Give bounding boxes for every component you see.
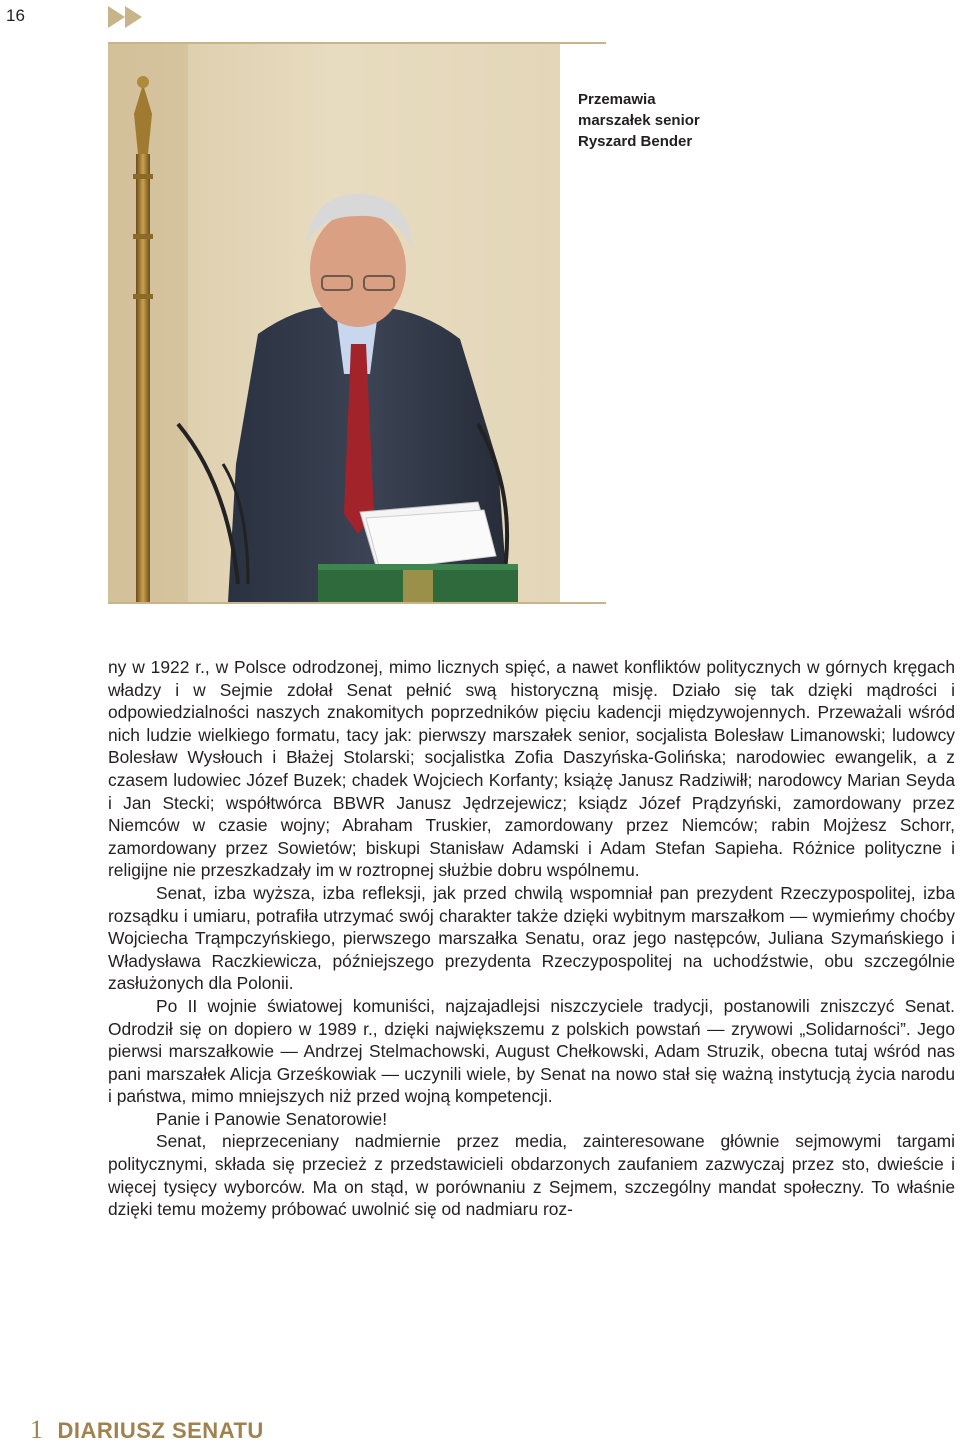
caption-line: Przemawia — [578, 91, 656, 108]
caption-line: Ryszard Bender — [578, 133, 693, 150]
paragraph: Panie i Panowie Senatorowie! — [156, 1108, 388, 1129]
caption-line: marszałek senior — [578, 112, 700, 129]
paragraph: ny w 1922 r., w Polsce odrodzonej, mimo licznych spięć, a nawet konfliktów politycznych w górnych kręgach władzy i w Sejmie zdołał Senat pełnić swą historyczną misję. Działo się tak dzięki mądrości i odpowiedzialności naszych znakomitych poprzedników pięciu kadencji międzywojennych. Przeważali wśród nich ludzie wielkiego formatu, tacy jak: pierwszy marszałek senior, socjalista Bolesław Limanowski; ludowcy Bolesław Wysłouch i Błażej Stolarski; socjalistka Zofia Daszyńska-Golińska; narodowiec ewangelik, a z czasem ludowiec Józef Buzek; chadek Wojciech Korfanty; książę Janusz Radziwiłł; narodowcy Marian Seyda i Jan Stecki; współtwórca BBWR Janusz Jędrzejewicz; ksiądz Józef Prądzyński, zamordowany przez Niemców w czasie wojny; Abraham Truskier, zamordowany przez Niemców; rabin Mojżesz Schorr, zamordowany przez Sowietów; biskupi Stanisław Adamski i Adam Stefan Sapieha. Różnice polityczne i religijne nie przeszkadzały im w roztropnej służbie dobru wspólnemu. — [108, 657, 955, 881]
publication-title: DIARIUSZ SENATU — [57, 1418, 264, 1443]
page-number: 16 — [6, 6, 25, 25]
paragraph: Senat, izba wyższa, izba refleksji, jak przed chwilą wspomniał pan prezydent Rzeczypospolitej, izba rozsądku i umiaru, potrafiła utrzymać swój charakter także dzięki wybitnym marszałkom — wymieńmy choćby Wojciecha Trąmpczyńskiego, pierwszego marszałka Senatu, oraz jego następców, Juliana Szymańskiego i Władysława Raczkiewicza, późniejszego prezydenta Rzeczypospolitej na uchodźstwie, obu szczególnie zasłużonych dla Polonii. — [108, 882, 955, 994]
paragraph: Senat, nieprzeceniany nadmiernie przez media, zainteresowane głównie sejmowymi targami politycznymi, składa się przecież z przedstawicieli obdarzonych zaufaniem zazwyczaj przez sto, dwieście i więcej tysięcy wyborców. Ma on stąd, w porównaniu z Sejmem, szczególny mandat społeczny. To właśnie dzięki temu możemy próbować uwolnić się od nadmiaru roz- — [108, 1131, 955, 1220]
bottom-divider — [108, 602, 606, 604]
photo-caption — [578, 89, 778, 152]
article-body — [108, 656, 955, 1221]
issue-number: 1 — [30, 1415, 43, 1444]
speaker-photo — [108, 44, 560, 602]
double-arrow-right-icon — [108, 6, 144, 28]
paragraph: Po II wojnie światowej komuniści, najzajadlejsi niszczyciele tradycji, postanowili zniszczyć Senat. Odrodził się on dopiero w 1989 r., dzięki największemu z polskich powstań — zrywowi „Solidarności”. Jego pierwsi marszałkowie — Andrzej Stelmachowski, August Chełkowski, Adam Struzik, obecna tutaj wśród nas pani marszałek Alicja Grześkowiak — uczynili wiele, by Senat na nowo stał się ważną instytucją życia narodu i państwa, mimo mniejszych niż przed wojną kompetencji. — [108, 995, 955, 1107]
